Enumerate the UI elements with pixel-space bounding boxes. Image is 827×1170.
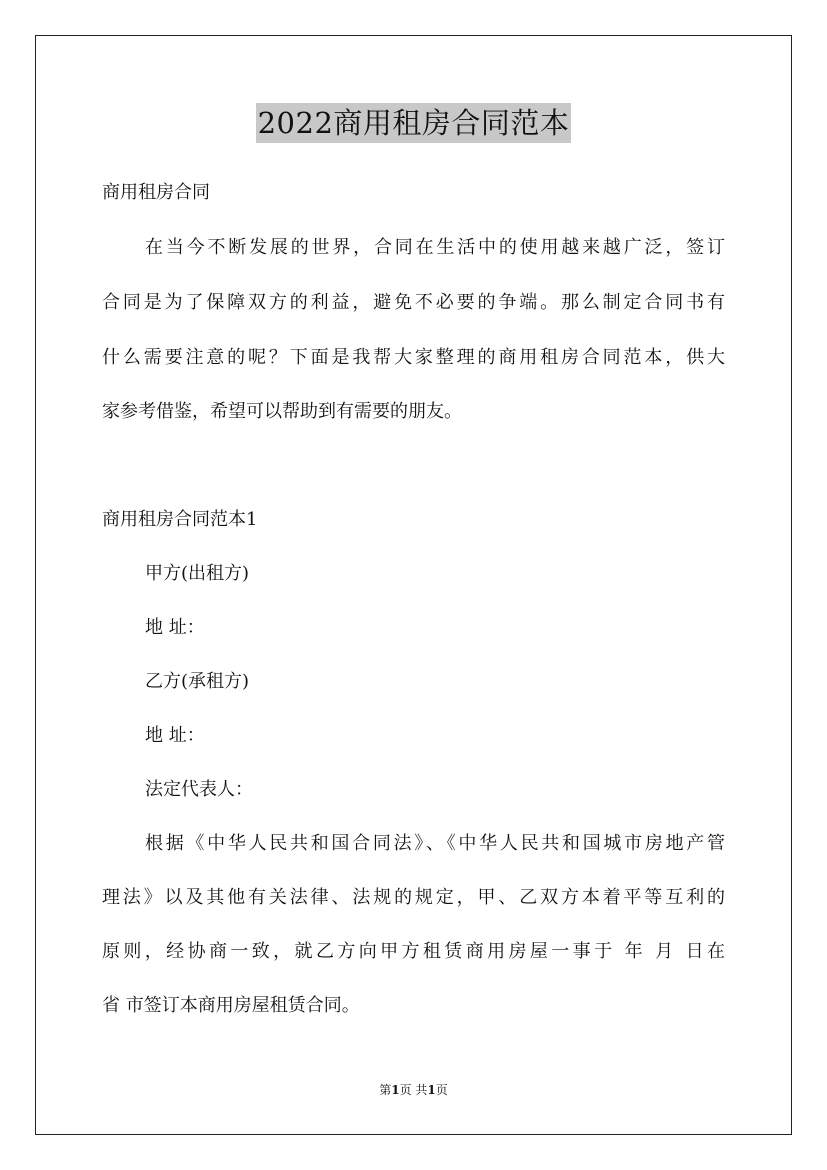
- intro-paragraph-line: 在当今不断发展的世界，合同在生活中的使用越来越广泛，签订: [145, 237, 725, 258]
- intro-paragraph-line: 什么需要注意的呢？下面是我帮大家整理的商用租房合同范本，供大: [102, 347, 725, 368]
- section-heading: 商用租房合同: [102, 182, 210, 203]
- legal-basis-line: 根据《中华人民共和国合同法》、《中华人民共和国城市房地产管: [145, 833, 725, 854]
- footer-prefix: 第: [379, 1083, 392, 1097]
- legal-representative-label: 法定代表人：: [145, 779, 253, 800]
- intro-paragraph-line: 家参考借鉴，希望可以帮助到有需要的朋友。: [102, 401, 462, 422]
- document-title: 2022商用租房合同范本: [0, 103, 827, 143]
- legal-basis-line: 原则，经协商一致，就乙方向甲方租赁商用房屋一事于 年 月 日在: [102, 941, 725, 962]
- party-b-label: 乙方(承租方): [145, 671, 250, 692]
- footer-mid: 页 共: [399, 1083, 428, 1097]
- intro-paragraph-line: 合同是为了保障双方的利益，避免不必要的争端。那么制定合同书有: [102, 292, 725, 313]
- footer-suffix: 页: [435, 1083, 448, 1097]
- party-a-label: 甲方(出租方): [145, 563, 250, 584]
- legal-basis-line: 省 市签订本商用房屋租赁合同。: [102, 995, 360, 1016]
- legal-basis-line: 理法》以及其他有关法律、法规的规定，甲、乙双方本着平等互利的: [102, 887, 725, 908]
- party-a-address-label: 地 址：: [145, 617, 205, 638]
- page-footer: [0, 1082, 827, 1098]
- footer-total-pages: 1: [427, 1083, 436, 1097]
- footer-page-number: 1: [391, 1083, 400, 1097]
- contract-subheading: 商用租房合同范本1: [102, 509, 258, 530]
- party-b-address-label: 地 址：: [145, 725, 205, 746]
